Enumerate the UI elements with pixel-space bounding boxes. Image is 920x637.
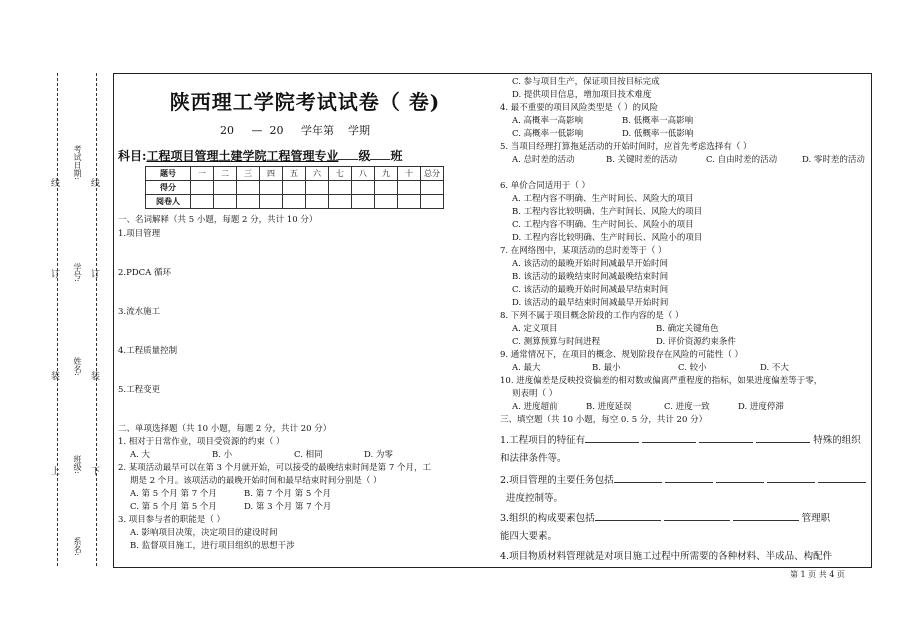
q2-option-b: B. 第 7 个月 第 5 个月 <box>244 489 331 499</box>
side-char-zhuang-right: 装 <box>91 372 101 382</box>
q7-option-b: B. 该活动的最晚结束时间减最晚结束时间 <box>512 272 669 282</box>
question-7: 7. 在网络图中，某项活动的总时差等于（ ） <box>500 246 667 256</box>
term-3: 3.流水施工 <box>118 307 161 317</box>
q7-option-a: A. 该活动的最晚开始时间减最早开始时间 <box>512 259 669 269</box>
side-char-zhuang-left: 装 <box>51 372 61 382</box>
fill-4-line-1: 4.项目物质材料管理就是对项目施工过程中所需要的各种材料、半成品、构配件 <box>500 551 833 562</box>
subject-name: 工程项目管理土建学院工程管理专业 <box>146 149 339 163</box>
class-label: 班级: <box>73 455 82 474</box>
fill-2-line-2 <box>500 490 563 504</box>
q6-option-c: C. 工程内容不明确、生产时间长、风险小的项目 <box>512 220 694 230</box>
score-table-header-row <box>146 167 444 181</box>
question-9: 9. 通常情况下，在项目的概念、规划阶段存在风险的可能性（ ） <box>500 350 744 360</box>
academic-year-line: 20 — 20 学年第 学期 <box>220 124 370 137</box>
q9-option-d: D. 不大 <box>760 363 789 373</box>
q3-option-c: C. 参与项目生产，保证项目按目标完成 <box>512 77 660 87</box>
q8-option-b: B. 确定关键角色 <box>656 324 719 334</box>
q5-option-a: A. 总时差的活动 <box>512 155 575 165</box>
col-2: 二 <box>214 167 237 181</box>
q4-option-b: B. 低概率一高影响 <box>622 116 694 126</box>
q10-option-a: A. 进度超前 <box>512 402 558 412</box>
term-4: 4.工程质量控制 <box>118 346 178 356</box>
col-10: 十 <box>398 167 421 181</box>
department-label: 系名: <box>73 537 82 556</box>
q2-option-c: C. 第 5 个月 第 5 个月 <box>130 502 217 512</box>
q9-option-c: C. 较小 <box>678 363 707 373</box>
side-char-ding-right: 订 <box>91 270 101 280</box>
section-1-title: 一、名词解释（共 5 小题，每题 2 分，共计 10 分） <box>118 215 318 225</box>
fill-3-line-2: 能四大要素。 <box>500 531 558 542</box>
q4-option-c: C. 高概率一低影响 <box>512 129 584 139</box>
fill-1-suffix: 特殊的组织 <box>813 435 861 446</box>
question-10-line-1: 10. 进度偏差是反映投资偏差的相对数或偏离严重程度的指标，如果进度偏差等于零， <box>500 376 823 386</box>
grader-row-label: 阅卷人 <box>146 195 191 209</box>
question-8: 8. 下列不属于项目概念阶段的工作内容的是（ ） <box>500 311 684 321</box>
grade-label: 级 <box>358 149 371 163</box>
q1-option-d: D. 为零 <box>364 450 393 460</box>
fill-2-text: 2.项目管理的主要任务包括 <box>500 475 614 486</box>
col-7: 七 <box>329 167 352 181</box>
fill-3-text: 3.组织的构成要素包括 <box>500 513 595 524</box>
q5-option-b: B. 关键时差的活动 <box>606 155 678 165</box>
q10-option-b: B. 进度延误 <box>586 402 632 412</box>
q4-option-d: D. 低概率一低影响 <box>622 129 694 139</box>
section-3-title: 三、填空题（共 10 小题，每空 0. 5 分，共计 20 分） <box>500 415 708 425</box>
subject-line <box>118 147 402 164</box>
col-8: 八 <box>352 167 375 181</box>
q9-option-b: B. 最小 <box>592 363 621 373</box>
q1-option-b: B. 小 <box>212 450 233 460</box>
question-1: 1. 相对于日常作业，项目受资源的约束（ ） <box>118 437 285 447</box>
q1-option-c: C. 相同 <box>294 450 323 460</box>
col-total: 总分 <box>421 167 444 181</box>
fill-1-line-2: 和法律条件等。 <box>500 453 567 464</box>
q10-option-c: C. 进度一致 <box>664 402 710 412</box>
question-5: 5. 当项目经理打算拖延活动的开始时间时，应首先考虑选择有（ ） <box>500 142 752 152</box>
q7-option-d: D. 该活动的最早结束时间减最早开始时间 <box>512 298 669 308</box>
fill-1-line-1 <box>500 432 861 446</box>
side-char-xian-right: 线 <box>91 179 101 189</box>
question-4: 4. 最不重要的项目风险类型是（ ）的风险 <box>500 103 659 113</box>
question-3: 3. 项目参与者的职能是（ ） <box>118 515 226 525</box>
question-2-line-1: 2. 某项活动最早可以在第 3 个月就开始，可以接受的最晚结束时间是第 7 个月，工 <box>118 463 431 473</box>
name-label: 姓名: <box>73 357 82 376</box>
q9-option-a: A. 最大 <box>512 363 541 373</box>
q5-option-c: C. 自由时差的活动 <box>706 155 778 165</box>
q2-option-d: D. 第 3 个月 第 7 个月 <box>244 502 332 512</box>
term-1: 1.项目管理 <box>118 229 161 239</box>
page-number: 第 1 页 共 4 页 <box>790 570 845 579</box>
score-row-label: 得分 <box>146 181 191 195</box>
question-2-line-2: 期是 2 个月。该项活动的最晚开始时间和最早结束时间分别是（ ） <box>130 476 382 486</box>
col-6: 六 <box>306 167 329 181</box>
q3-option-a: A. 影响项目决策，决定项目的建设时间 <box>130 528 278 538</box>
q3-option-b: B. 监督项目施工，进行项目组织的思想干涉 <box>130 541 295 551</box>
fill-3-line-1 <box>500 510 830 524</box>
side-char-xia: 下 <box>91 467 101 477</box>
q1-option-a: A. 大 <box>130 450 151 460</box>
left-binding-line <box>57 73 58 566</box>
q10-option-d: D. 进度停滞 <box>738 402 784 412</box>
score-table <box>145 166 444 209</box>
fill-1-text: 1.工程项目的特征有 <box>500 435 586 446</box>
q4-option-a: A. 高概率一高影响 <box>512 116 584 126</box>
q3-option-d: D. 提供项目信息，增加项目技术难度 <box>512 90 652 100</box>
q5-option-d: D. 零时差的活动 <box>802 155 865 165</box>
question-6: 6. 单价合同适用于（ ） <box>500 181 591 191</box>
fill-2-line-1 <box>500 472 866 486</box>
score-row <box>146 181 444 195</box>
side-char-ding-left: 订 <box>51 270 61 280</box>
grader-row <box>146 195 444 209</box>
col-3: 三 <box>237 167 260 181</box>
col-1: 一 <box>191 167 214 181</box>
exam-title: 陕西理工学院考试试卷（ 卷) <box>169 90 441 114</box>
side-char-shang: 上 <box>51 467 61 477</box>
col-9: 九 <box>375 167 398 181</box>
fill-2-suffix: 进度控制等。 <box>506 493 564 504</box>
question-10-line-2: 则表明（ ） <box>512 389 558 399</box>
q6-option-a: A. 工程内容不明确、生产时间长、风险大的项目 <box>512 194 694 204</box>
col-5: 五 <box>283 167 306 181</box>
class-suffix: 班 <box>390 149 403 163</box>
term-2: 2.PDCA 循环 <box>118 268 171 278</box>
right-binding-line <box>96 73 97 566</box>
q8-option-c: C. 测算预算与时间进程 <box>512 337 601 347</box>
term-5: 5.工程变更 <box>118 385 161 395</box>
q8-option-d: D. 评价资源约束条件 <box>656 337 736 347</box>
exam-date-label: 考试日期: <box>73 145 82 180</box>
score-table-header: 题号 <box>146 167 191 181</box>
q6-option-b: B. 工程内容比较明确、生产时间长、风险大的项目 <box>512 207 703 217</box>
q6-option-d: D. 工程内容比较明确、生产时间长、风险小的项目 <box>512 233 703 243</box>
subject-label: 科目: <box>118 149 147 163</box>
section-2-title: 二、单项选择题（共 10 小题，每题 2 分，共计 20 分） <box>118 424 332 434</box>
q2-option-a: A. 第 5 个月 第 7 个月 <box>130 489 217 499</box>
fill-3-suffix: 管理职 <box>801 513 831 524</box>
q8-option-a: A. 定义项目 <box>512 324 558 334</box>
q7-option-c: C. 该活动的最晚开始时间减最早结束时间 <box>512 285 669 295</box>
side-char-xian-left: 线 <box>51 179 61 189</box>
col-4: 四 <box>260 167 283 181</box>
student-id-label: 学号: <box>73 263 82 282</box>
